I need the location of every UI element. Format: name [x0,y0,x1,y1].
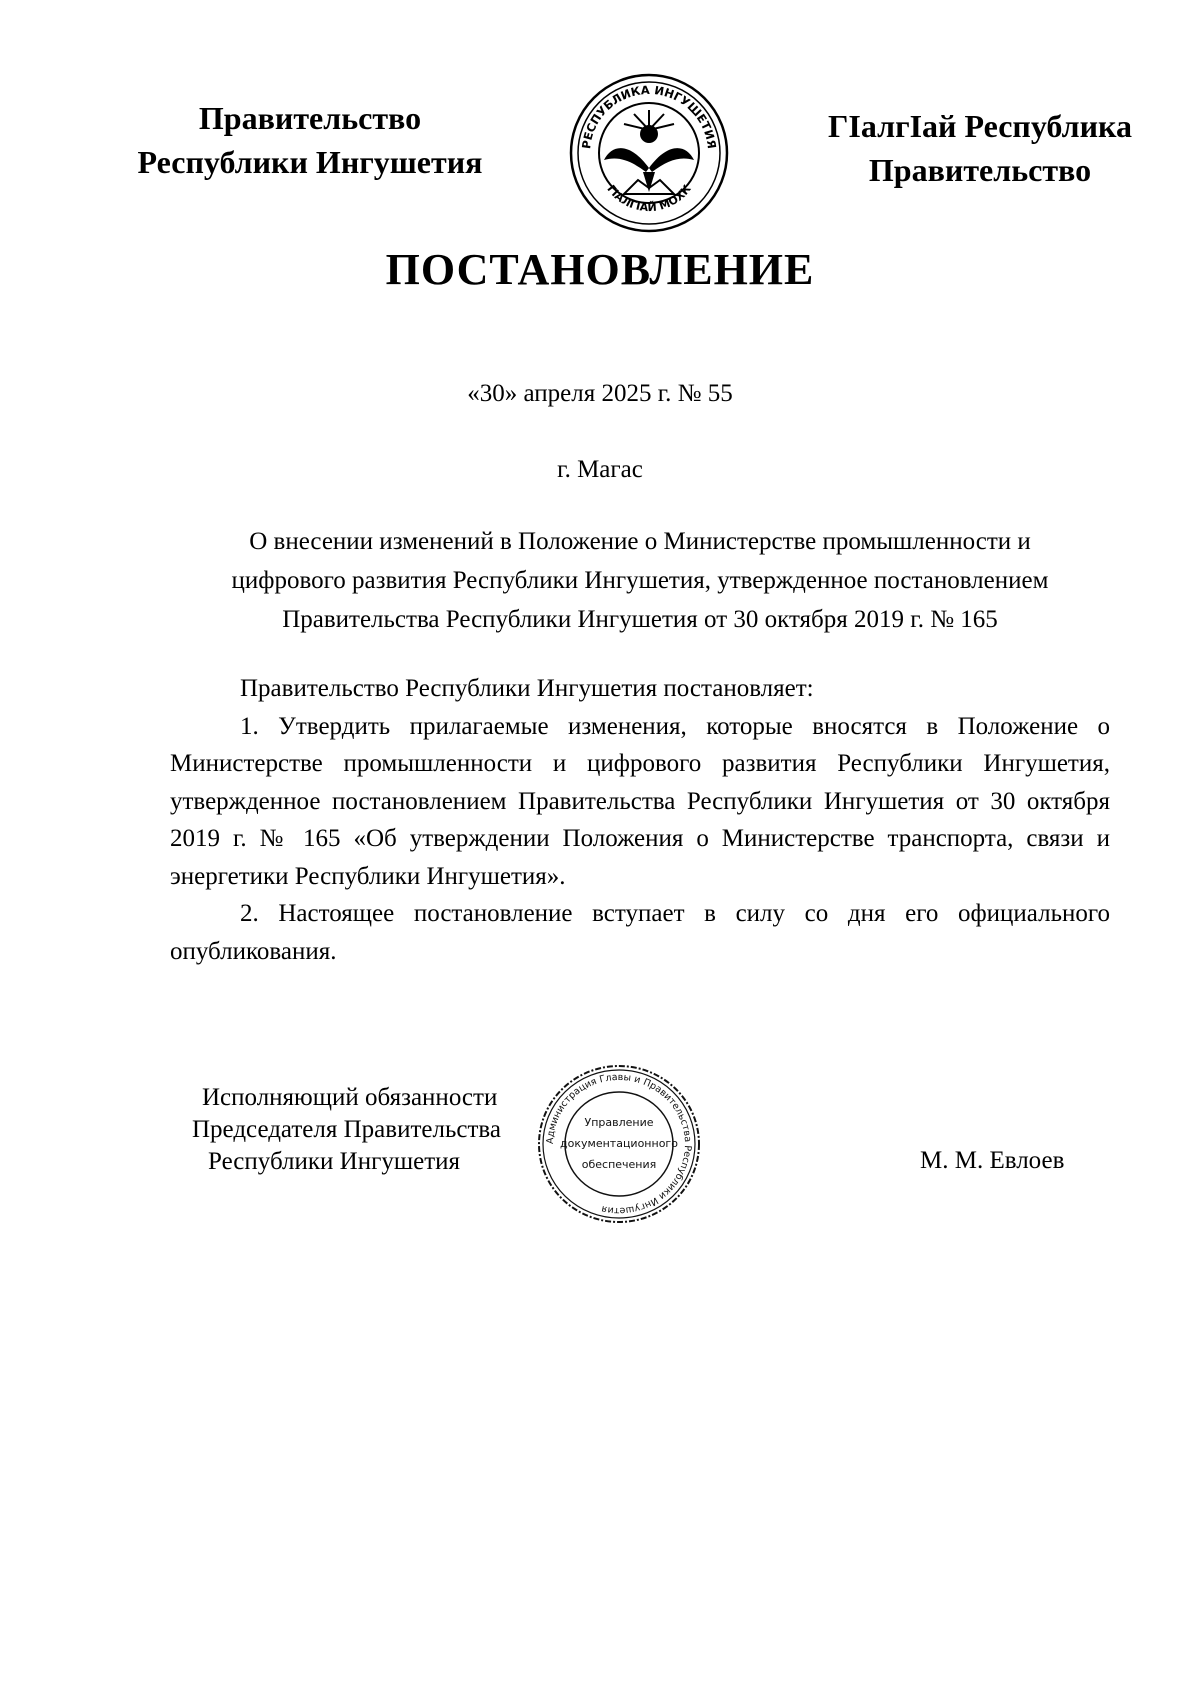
emblem-ring-bottom: ГIАЛГIАЙ МОХК [604,182,694,215]
header-left [100,96,520,184]
document-body [170,670,1110,970]
document-subject [170,522,1110,639]
signatory-position-line-2: Председателя Правительства [192,1116,501,1143]
document-place: г. Магас [557,456,643,483]
signatory-position [180,1082,560,1178]
header-right-line-1: ГIалгIай Республика [828,108,1132,144]
ingushetia-coat-of-arms-icon [568,72,730,234]
document-date-number: «30» апреля 2025 г. № 55 [467,380,733,407]
body-preamble: Правительство Республики Ингушетия постановляет: [240,675,814,702]
stamp-ring-text: Администрация Главы и Правительства Республики Ингушетия [544,1071,694,1217]
signatory-position-line-3: Республики Ингушетия [208,1148,461,1175]
emblem-ring-top: РЕСПУБЛИКА ИНГУШЕТИЯ [579,82,719,150]
body-item-2: 2. Настоящее постановление вступает в силу со дня его официального опубликования. [170,900,1110,965]
stamp-center-line-2: документационного [560,1137,678,1150]
round-seal-stamp-icon [536,1062,702,1226]
header-left-line-2: Республики Ингушетия [137,144,483,180]
signatory-name: М. М. Евлоев [920,1147,1065,1174]
header-right [790,104,1170,192]
subject-line-1: О внесении изменений в Положение о Министерстве промышленности и [249,528,1031,555]
header-right-line-2: Правительство [868,152,1092,188]
signatory-position-line-1: Исполняющий обязанности [202,1084,498,1111]
subject-line-2: цифрового развития Республики Ингушетия, утвержденное постановлением [231,567,1049,594]
header-left-line-1: Правительство [198,100,422,136]
subject-line-3: Правительства Республики Ингушетия от 30 октября 2019 г. № 165 [282,606,998,633]
document-title: ПОСТАНОВЛЕНИЕ [385,245,815,294]
stamp-center-line-1: Управление [584,1116,654,1129]
body-item-1: 1. Утвердить прилагаемые изменения, которые вносятся в Положение о Министерстве промышленности и цифрового развития Республики Ингушетия, утвержденное постановлением Правительства Республики Ингушетия от 30 октября 2019 г. № 165 «Об утверждении Положения о Министерстве транспорта, связи и энергетики Республики Ингушетия». [170,712,1110,890]
stamp-center-line-3: обеспечения [581,1158,657,1171]
